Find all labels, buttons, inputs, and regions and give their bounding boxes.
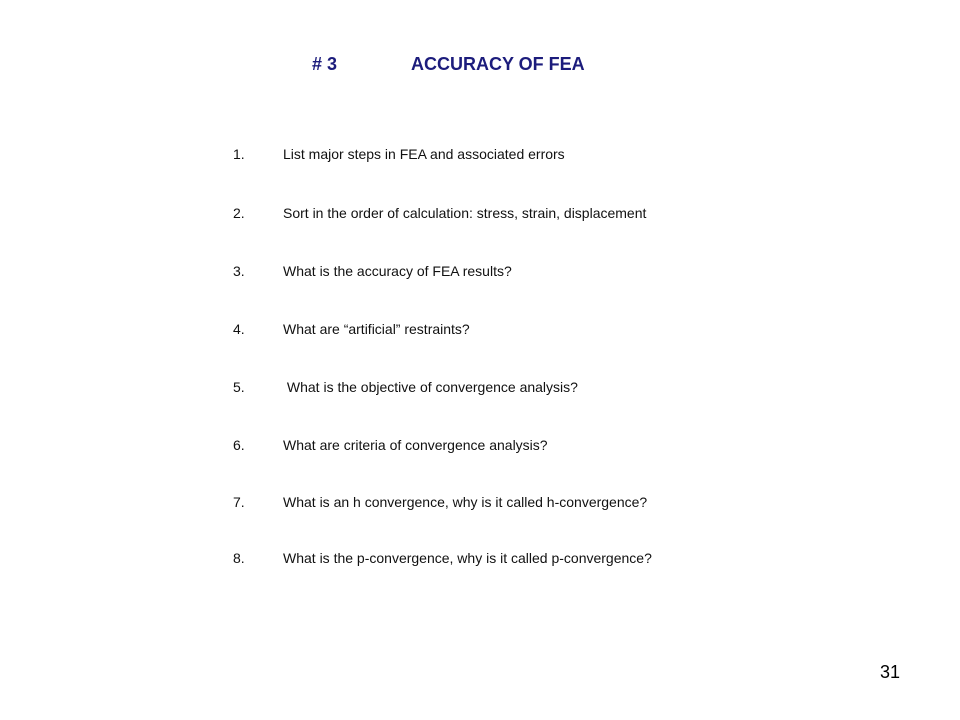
question-text: Sort in the order of calculation: stress, strain, displacement <box>283 205 647 221</box>
question-number: 6. <box>233 437 245 453</box>
question-number: 8. <box>233 550 245 566</box>
question-number: 2. <box>233 205 245 221</box>
question-text: What is an h convergence, why is it called h-convergence? <box>283 494 648 510</box>
question-text: What is the p-convergence, why is it called p-convergence? <box>283 550 652 566</box>
title-number: # 3 <box>312 54 338 74</box>
question-text: What is the accuracy of FEA results? <box>283 263 512 279</box>
question-number: 4. <box>233 321 245 337</box>
question-number: 1. <box>233 146 245 162</box>
question-number: 3. <box>233 263 245 279</box>
page-number: 31 <box>880 662 901 682</box>
question-text: What are “artificial” restraints? <box>283 321 470 337</box>
question-text: What are criteria of convergence analysis? <box>283 437 548 453</box>
question-number: 7. <box>233 494 245 510</box>
question-text: What is the objective of convergence analysis? <box>283 379 578 395</box>
question-number: 5. <box>233 379 245 395</box>
question-text: List major steps in FEA and associated errors <box>283 146 565 162</box>
title-text: ACCURACY OF FEA <box>411 54 585 74</box>
